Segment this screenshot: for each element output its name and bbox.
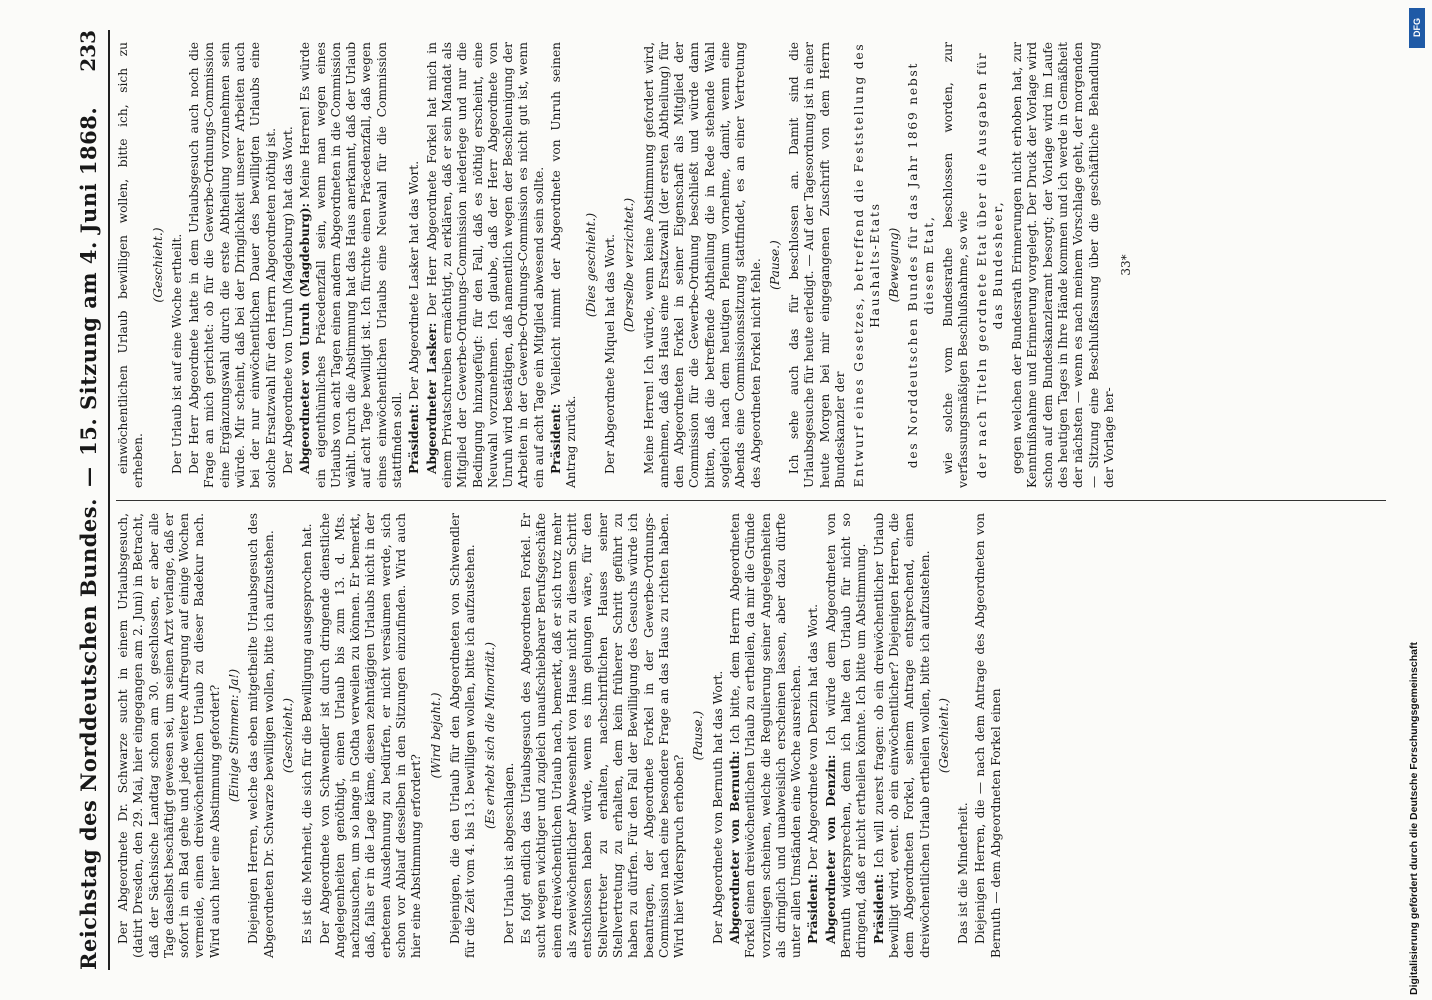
running-header — [68, 30, 110, 970]
speech-text: Ich will zuerst fragen: ob ein dreiwöchentlicher Urlaub bewilligt wird, event. ob ein einwöchentlicher? Diejenigen Herren, die dem Abgeordneten Forkel, seinem Antrage entsprechend, einen dreiwöchentlichen Urlaub ertheilen wollen, bitte ich aufzustehen. — [871, 513, 932, 958]
stage-direction: (Geschieht.) — [280, 697, 295, 774]
speaker-name: Präsident: — [549, 403, 564, 474]
body-paragraph: Meine Herren! Ich würde, wenn keine Abstimmung gefordert wird, annehmen, daß das Haus eine Ersatzwahl (der ersten Abtheilung) für den Abgeordneten Forkel in seiner Eigenschaft als Mitglied der Commission für die Gewerbe-Ordnung beschließt und würde dann bitten, daß die betreffende Abtheilung die in Rede stehende Wahl sogleich nach dem heutigen Plenum vornehme, damit, wenn eine Abends eine Commissionssitzung stattfindet, es an einer Vertretung des Abgeordneten Forkel nicht fehle. — [641, 42, 763, 488]
right-column — [116, 30, 1386, 500]
body-paragraph: Der Abgeordnete Miquel hat das Wort. — [602, 233, 617, 474]
stage-direction: (Geschieht.) — [150, 227, 165, 303]
speech-paragraph — [728, 513, 804, 958]
body-paragraph: wie solche vom Bundesrathe beschlossen worden, zur verfassungsmäßigen Beschlußnahme, so wie — [940, 42, 971, 488]
bill-title: Entwurf eines Gesetzes, betreffend die Feststellung des Haushalts-Etats — [852, 42, 882, 488]
body-paragraph: Der Abgeordnete von Bernuth hat das Wort. — [710, 670, 725, 944]
body-paragraph: Ich sehe auch das für beschlossen an. Damit sind die Urlaubsgesuche für heute erledigt. — Auf der Tagesordnung ist in einer heute Morgen bei mir eingegangenen Zuschrift von dem Herrn Bundeskanzler der — [787, 42, 848, 488]
body-paragraph: Diejenigen, die den Urlaub für den Abgeordneten von Schwendler für die Zeit vom 4. bis 13. bewilligen wollen, bitte ich aufzustehen. — [447, 513, 478, 958]
stage-direction: (Dies geschieht.) — [583, 212, 598, 318]
stage-direction: (Geschieht.) — [936, 697, 951, 774]
body-paragraph: Der Herr Abgeordnete hatte in dem Urlaubsgesuch auch noch die Frage an mich gerichtet: ob für die Gewerbe-Ordnungs-Commission eine Ergänzungswahl durch die erste Abtheilung vorzunehmen sein würde. Mir scheint, daß bei der Dringlichkeit unserer Arbeiten auch bei der nur einwöchentlichen Dauer des bewilligten Urlaubs eine solche Ersatzwahl für den Herrn Abgeordneten nöthig ist. — [187, 42, 278, 488]
digitization-credit: Digitalisierung gefördert durch die Deutsche Forschungsgemeinschaft — [1408, 642, 1420, 995]
speaker-name: Abgeordneter Lasker: — [424, 322, 439, 474]
speech-paragraph — [824, 513, 870, 958]
body-paragraph: Diejenigen Herren, die — nach dem Antrage des Abgeordneten von Bernuth — dem Abgeordneten Forkel einen — [973, 513, 1003, 958]
bill-title: der nach Titeln geordnete Etat über die Ausgaben für das Bundesheer, — [975, 51, 1005, 479]
speech-text: Ich bitte, dem Herrn Abgeordneten Forkel einen dreiwöchentlichen Urlaub zu ertheilen, da mir die Gründe vorzuliegen scheinen, welche die Regulierung seiner Angelegenheiten als dringlich und unabweislich erscheinen lassen, aber dazu dürfte unter allen Umständen eine Woche ausreichen. — [727, 513, 804, 958]
body-paragraph: Das ist die Minderheit. — [956, 802, 971, 944]
speaker-name: Präsident: — [407, 403, 422, 474]
header-title-left: Reichstag des Norddeutschen Bundes. — [75, 498, 101, 970]
header-dash: — — [76, 467, 100, 487]
speech-text: Ich würde dem Abgeordneten von Bernuth widersprechen, denn ich halte den Urlaub für nicht so dringend, daß er nicht ertheilen könnte. Ich bitte um Abstimmung. — [823, 513, 869, 958]
stage-direction: (Derselbe verzichtet.) — [622, 197, 637, 333]
speech-paragraph — [872, 513, 933, 958]
body-paragraph: Der Abgeordnete von Unruh (Magdeburg) hat das Wort. — [280, 126, 295, 474]
body-paragraph: Der Abgeordnete Dr. Schwarze sucht in einem Urlaubsgesuch, (datirt Dresden, den 29. Mai, hier eingegangen am 2. Juni) in Betracht, daß der Sächsische Landtag schon am 30. geschlossen, er aber alle Tage daselbst beschäftigt gewesen sei, um seinen Arzt verlange, daß er sofort in ein Bad gehe und jede weitere Aufregung auf einige Wochen vermeide, einen dreiwöchentlichen Urlaub zu dieser Badekur nach. Wird auch hier eine Abstimmung gefordert? — [116, 513, 222, 958]
speech-text: Vielleicht nimmt der Abgeordnete von Unruh seinen Antrag zurück. — [549, 42, 579, 488]
speaker-name: Abgeordneter von Unruh (Magdeburg): — [298, 202, 313, 474]
body-paragraph: Der Urlaub ist abgeschlagen. — [501, 762, 516, 944]
speech-paragraph — [407, 42, 422, 488]
stage-direction: (Pause.) — [767, 240, 782, 290]
page-number: 233 — [76, 30, 100, 72]
left-column — [116, 500, 1386, 970]
digitization-credit-strip — [1404, 0, 1430, 1000]
speaker-name: Präsident: — [806, 873, 821, 944]
stage-direction: (Wird bejaht.) — [428, 692, 443, 779]
dfg-logo: DFG — [1409, 8, 1425, 48]
speaker-name: Abgeordneter von Bernuth: — [727, 750, 742, 944]
header-title-right: 15. Sitzung am 4. Juni 1868. — [75, 106, 101, 456]
body-paragraph: Der Urlaub ist auf eine Woche ertheilt. — [169, 233, 184, 474]
speech-text: Der Herr Abgeordnete Forkel hat mich in einem Privatschreiben ermächtigt, zu erklären, daß er sein Mandat als Mitglied der Gewerbe-Ordnungs-Commission niederlege und nur die Bedingung hinzugefügt: für den Fall, daß es nöthig erscheint, eine Neuwahl vorzunehmen. Ich glaube, daß der Herr Abgeordnete von Unruh wird bestätigen, daß namentlich wegen der Beschleunigung der Arbeiten in der Gewerbe-Ordnungs-Commission es nicht gut ist, wenn ein auf acht Tage ein Mitglied abwesend sein sollte. — [424, 41, 546, 488]
bill-title: des Norddeutschen Bundes für das Jahr 1869 nebst diesem Etat, — [906, 61, 936, 469]
stage-direction: (Pause.) — [691, 710, 706, 761]
speech-paragraph — [425, 42, 547, 488]
body-paragraph: gegen welchen der Bundesrath Erinnerungen nicht erhoben hat, zur Kenntnißnahme und Erinnerung vorgelegt. Der Druck der Vorlage wird schon auf dem Bundeskanzleramt besorgt; der Vorlage wird im Laufe des heutigen Tages in Ihre Hände kommen und ich werde in Gemäßheit der nächsten — wenn es nach meinem Vorschlage geht, der morgenden — Sitzung eine Beschlußfassung über die geschäftliche Behandlung der Vorlage her- — [1010, 42, 1116, 488]
rotated-page — [20, 0, 1400, 1000]
stage-direction: (Bewegung) — [886, 227, 901, 303]
speech-text: Meine Herren! Es würde ein eigenthümliches Präcedenzfall sein, wenn man wegen eines Urlaubs von acht Tagen einen andern Abgeordneten in die Commission wählt. Durch die Abstimmung hat das Haus anerkannt, daß der Urlaub auf acht Tage bewilligt ist. Ich fürchte einen Präcedenzfall, daß wegen eines einwöchentlichen Urlaubs eine Neuwahl für die Commission stattfinden soll. — [298, 42, 405, 488]
speech-paragraph — [298, 42, 405, 488]
stage-direction: (Es erhebt sich die Minorität.) — [482, 642, 497, 829]
speech-text: Der Abgeordnete Lasker hat das Wort. — [407, 160, 422, 404]
stage-direction: (Einige Stimmen: Ja!) — [227, 668, 242, 803]
speech-text: Der Abgeordnete von Denzin hat das Wort. — [806, 604, 821, 874]
speech-paragraph — [806, 513, 821, 958]
body-paragraph: Es folgt endlich das Urlaubsgesuch des Abgeordneten Forkel. Er sucht wegen wichtiger und zugleich unaufschiebbarer Berufsgeschäfte einen dreiwöchentlichen Urlaub nach, bemerkt, daß er sich trotz mehr als zweiwöchentlicher Abwesenheit von Hause nicht zu diesem Schritt entschlossen haben würde, wenn es ihm gelungen wäre, für den Stellvertreter zu erhalten, nachschriftlichen Hauses seiner Stellvertretung zu erhalten, dem kein früherer Schritt geführt zu haben zu dürfen. Für den Fall der Bewilligung des Gesuchs würde ich beantragen, der Abgeordnete Forkel in der Gewerbe-Ordnungs-Commission nach eine besondere Frage an das Haus zu richten haben. Wird hier Widerspruch erhoben? — [519, 513, 687, 958]
speaker-name: Abgeordneter von Denzin: — [823, 754, 838, 944]
body-paragraph: Der Abgeordnete von Schwendler ist durch dringende dienstliche Angelegenheiten genöthigt, einen Urlaub bis zum 13. d. Mts. nachzusuchen, um so lange in Gotha verweilen zu können. Er bemerkt, daß, falls er in die Lage käme, diesen zehntägigen Urlaubs nicht in der erbetenen Ausdehnung zu bedürfen, er nicht versäumen werde, sich schon vor Ablauf desselben in den Sitzungen einzufinden. Wird auch hier eine Abstimmung erfordert? — [317, 513, 424, 958]
speaker-name: Präsident: — [871, 873, 886, 944]
body-paragraph: Es ist die Mehrheit, die sich für die Bewilligung ausgesprochen hat. — [300, 523, 315, 944]
signature-mark: 33* — [1119, 254, 1134, 276]
body-paragraph: einwöchentlichen Urlaub bewilligen wollen, bitte ich, sich zu erheben. — [116, 42, 146, 488]
body-paragraph: Diejenigen Herren, welche das eben mitgetheilte Urlaubsgesuch des Abgeordneten Dr. Schwarze bewilligen wollen, bitte ich aufzustehen. — [246, 513, 276, 958]
text-columns — [116, 30, 1386, 970]
speech-paragraph — [549, 42, 580, 488]
